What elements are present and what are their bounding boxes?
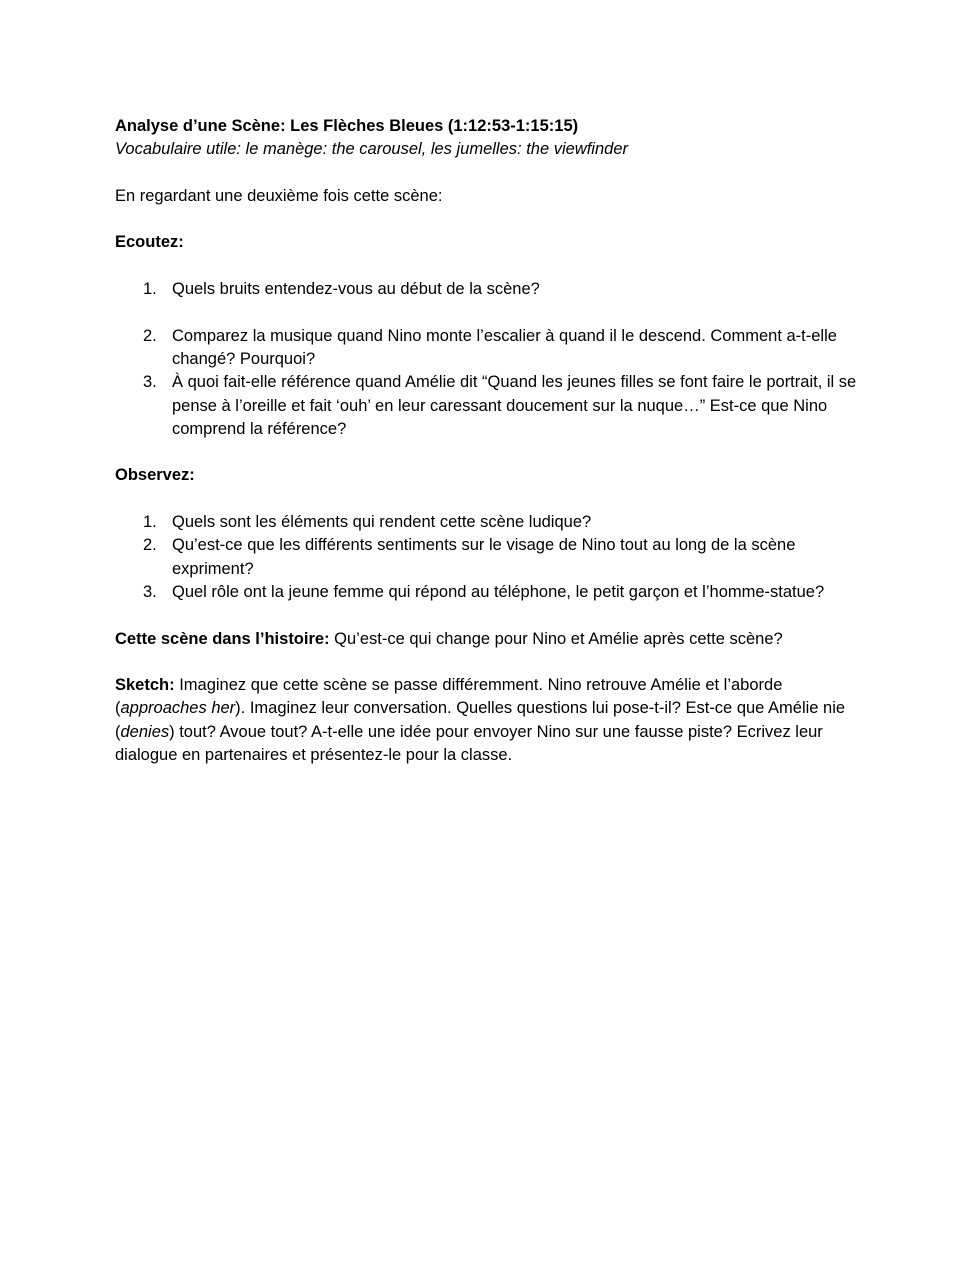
- list-number: 3.: [143, 373, 157, 392]
- spacer: [115, 604, 875, 627]
- list-number: 1.: [143, 280, 157, 299]
- spacer: [115, 162, 875, 185]
- list-item-text: Quels sont les éléments qui rendent cette scène ludique?: [172, 513, 592, 532]
- spacer: [115, 651, 875, 674]
- histoire-label: Cette scène dans l’histoire:: [115, 629, 330, 648]
- list-item-text: Quel rôle ont la jeune femme qui répond au téléphone, le petit garçon et l’homme-statue?: [172, 582, 825, 601]
- histoire-paragraph: [115, 628, 875, 651]
- list-item-text: À quoi fait-elle référence quand Amélie dit “Quand les jeunes filles se font faire le portrait, il se pense à l’oreille et fait ‘ouh’ en leur caressant doucement sur la nuque…” Est-ce que Nino comprend la référence?: [172, 373, 857, 438]
- vocabulary-note: Vocabulaire utile: le manège: the carousel, les jumelles: the viewfinder: [115, 140, 628, 159]
- sketch-text: ) tout? Avoue tout? A-t-elle une idée pour envoyer Nino sur une fausse piste? Ecrivez leur dialogue en partenaires et présentez-le pour la classe.: [115, 722, 823, 765]
- ecoutez-list: [115, 278, 875, 441]
- spacer: [115, 488, 875, 511]
- spacer: [115, 301, 875, 324]
- sketch-emphasis: denies: [120, 722, 170, 741]
- observez-list: [115, 511, 875, 604]
- list-item: [115, 534, 875, 581]
- observez-heading: Observez:: [115, 466, 195, 485]
- list-item-text: Qu’est-ce que les différents sentiments sur le visage de Nino tout au long de la scène expriment?: [172, 536, 796, 578]
- document-page: [115, 115, 875, 767]
- spacer: [115, 255, 875, 278]
- spacer: [115, 441, 875, 464]
- list-number: 1.: [143, 513, 157, 532]
- intro-text: En regardant une deuxième fois cette scène:: [115, 186, 443, 205]
- list-item-text: Comparez la musique quand Nino monte l’escalier à quand il le descend. Comment a-t-elle changé? Pourquoi?: [172, 326, 837, 368]
- histoire-text: Qu’est-ce qui change pour Nino et Amélie après cette scène?: [329, 629, 783, 648]
- sketch-label: Sketch:: [115, 676, 175, 695]
- list-item: [115, 581, 875, 604]
- list-number: 3.: [143, 582, 157, 601]
- document-title: Analyse d’une Scène: Les Flèches Bleues (1:12:53-1:15:15): [115, 117, 579, 135]
- list-number: 2.: [143, 536, 157, 555]
- list-item-text: Quels bruits entendez-vous au début de la scène?: [172, 280, 540, 299]
- list-item: [115, 371, 875, 441]
- sketch-text: Imaginez que cette scène se passe différemment. Nino retrouve Amélie et l’aborde (: [115, 676, 783, 718]
- list-number: 2.: [143, 326, 157, 345]
- sketch-text: ). Imaginez leur conversation. Quelles questions lui pose-t-il? Est-ce que Amélie nie (: [115, 699, 846, 741]
- sketch-paragraph: [115, 674, 875, 767]
- sketch-emphasis: approaches her: [120, 699, 236, 718]
- list-item: [115, 511, 875, 534]
- spacer: [115, 208, 875, 231]
- list-item: [115, 278, 875, 301]
- ecoutez-heading: Ecoutez:: [115, 233, 184, 252]
- list-item: [115, 325, 875, 372]
